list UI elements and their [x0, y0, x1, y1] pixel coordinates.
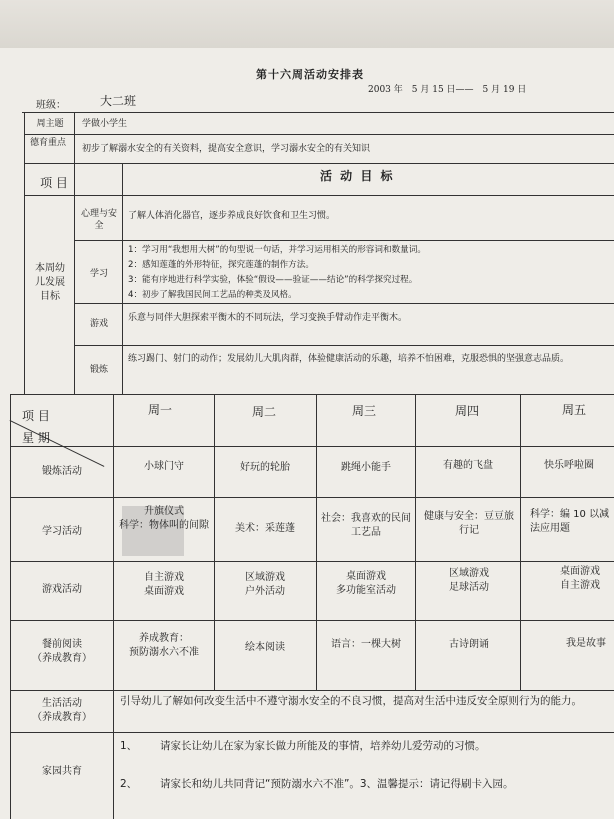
- theme-label: 周主题: [36, 119, 64, 129]
- home-item-2-num: 2、: [120, 778, 138, 790]
- class-value: 大二班: [100, 94, 137, 108]
- theme-value: 学做小学生: [82, 119, 128, 129]
- row-label-exercise: 锻炼活动: [42, 466, 82, 477]
- home-item-1-num: 1、: [120, 740, 138, 752]
- moral-value: 初步了解溺水安全的有关资料，提高安全意识，学习溺水安全的有关知识: [82, 144, 371, 154]
- page-title: 第十六周活动安排表: [256, 68, 364, 81]
- goal-text-psych: 了解人体消化器官，逐步养成良好饮食和卫生习惯。: [128, 211, 336, 221]
- goals-header-right: 活 动 目 标: [320, 169, 395, 183]
- cell-game-mon: 自主游戏 桌面游戏: [144, 572, 184, 597]
- goals-header-left: 项 目: [40, 176, 68, 190]
- life-text: 引导幼儿了解如何改变生活中不遵守溺水安全的不良习惯，提高对生活中违反安全原则行为的能力。: [120, 695, 582, 707]
- goal-study-line-1: 1：学习用“我想用大树”的句型说一句话，并学习运用相关的形容词和数量词。: [128, 245, 426, 255]
- day-mon: 周一: [148, 403, 173, 417]
- cell-exercise-wed: 跳绳小能手: [341, 462, 391, 473]
- cell-reading-wed: 语言：一棵大树: [331, 639, 401, 650]
- home-item-1-text: 请家长让幼儿在家为家长做力所能及的事情，培养幼儿爱劳动的习惯。: [160, 740, 486, 752]
- goals-side-label: 本周幼儿发展目标: [35, 263, 65, 302]
- moral-label: 德育重点: [29, 138, 66, 148]
- row-label-reading: 餐前阅读 （养成教育）: [32, 639, 92, 664]
- cell-exercise-mon: 小球门守: [144, 461, 184, 472]
- home-label: 家园共育: [42, 766, 82, 777]
- day-wed: 周三: [352, 404, 377, 418]
- cell-reading-mon: 养成教育： 预防溺水六不准: [129, 633, 199, 658]
- cell-reading-tue: 绘本阅读: [245, 642, 285, 653]
- cell-game-tue: 区域游戏 户外活动: [245, 572, 285, 597]
- goal-label-study: 学习: [89, 269, 108, 279]
- goal-study-line-4: 4：初步了解我国民间工艺品的种类及风格。: [128, 290, 297, 300]
- goal-label-exercise: 锻炼: [89, 365, 108, 375]
- cell-exercise-tue: 好玩的轮胎: [240, 462, 290, 473]
- goal-study-line-2: 2：感知莲蓬的外形特征，探究莲蓬的制作方法。: [128, 260, 314, 270]
- life-label: 生活活动 （养成教育）: [32, 698, 92, 723]
- goal-label-psych: 心理与安全: [80, 209, 117, 231]
- goal-text-game: 乐意与同伴大胆探索平衡木的不同玩法，学习变换手臂动作走平衡木。: [128, 313, 408, 323]
- row-label-game: 游戏活动: [42, 584, 82, 595]
- cell-reading-fri: 我是故事: [566, 638, 606, 649]
- schedule-corner-top: 项 目: [22, 409, 50, 423]
- cell-study-thu: 健康与安全：豆豆旅行记: [424, 511, 514, 536]
- day-fri: 周五: [562, 403, 587, 417]
- goal-text-study: [128, 243, 608, 303]
- class-label: 班级：: [36, 100, 66, 111]
- cell-game-wed: 桌面游戏 多功能室活动: [336, 571, 396, 596]
- date-range: 2003 年 5 月 15 日—— 5 月 19 日: [368, 85, 527, 95]
- schedule-corner-bottom: 星 期: [22, 431, 50, 445]
- goal-label-game: 游戏: [89, 319, 108, 329]
- goal-text-exercise: 练习踢门、射门的动作；发展幼儿大肌肉群，体验健康活动的乐趣，培养不怕困难，克服恐惧的坚强意志品质。: [128, 354, 570, 364]
- cell-exercise-fri: 快乐呼啦圈: [544, 460, 594, 471]
- cell-game-thu: 区域游戏 足球活动: [449, 568, 489, 593]
- cell-study-mon: 升旗仪式 科学：物体叫的间隙: [119, 506, 209, 531]
- cell-study-fri: 科学：编 10 以减法应用题: [530, 509, 610, 534]
- cell-exercise-thu: 有趣的飞盘: [443, 460, 493, 471]
- goal-study-line-3: 3：能有序地进行科学实验，体验“假设——验证——结论”的科学探究过程。: [128, 275, 418, 285]
- cell-reading-thu: 古诗朗诵: [449, 639, 489, 650]
- cell-study-tue: 美术：采莲蓬: [235, 523, 295, 534]
- day-thu: 周四: [455, 404, 480, 418]
- cell-study-wed: 社会：我喜欢的民间工艺品: [321, 513, 411, 538]
- cell-game-fri: 桌面游戏 自主游戏: [560, 566, 600, 591]
- day-tue: 周二: [252, 405, 277, 419]
- row-label-study: 学习活动: [42, 526, 82, 537]
- home-item-2-text: 请家长和幼儿共同背记“预防溺水六不准”。3、温馨提示：请记得刷卡入园。: [160, 778, 514, 790]
